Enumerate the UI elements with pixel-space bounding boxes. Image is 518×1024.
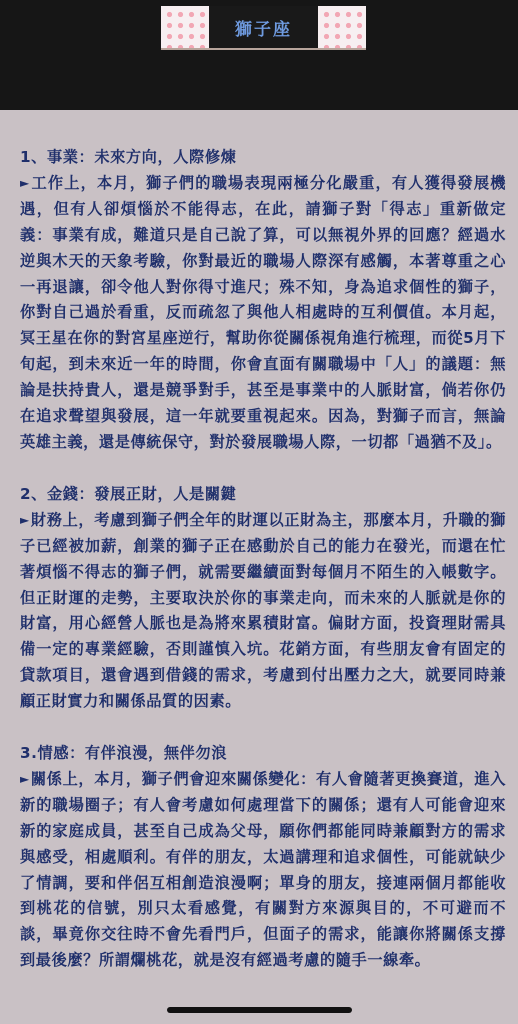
title-banner [161,6,366,50]
header-bar [0,0,518,110]
section-paragraph [20,767,506,974]
section-heading: 1、事業：未來方向，人際修煉 [20,148,237,166]
polka-dot-decoration-right [318,6,366,48]
home-indicator-bar[interactable] [167,1007,352,1013]
bullet-arrow-icon: ► [20,175,30,190]
section-career [20,145,506,456]
paragraph-text: 關係上，本月，獅子們會迎來關係變化：有人會隨著更換賽道，進入新的職場圈子；有人會考慮如何處理當下的關係；還有人可能會迎來新的家庭成員，甚至自己成為父母，願你們都能同時兼顧對方的需求與感受，相處順利。有伴的朋友，太過講理和追求個性，可能就缺少了情調，要和伴侶互相創造浪漫啊；單身的朋友，接連兩個月都能收到桃花的信號，別只太看感覺，有關對方來源與目的，不可避而不談，畢竟你交往時不會先看門戶，但面子的需求，能讓你將關係支撐到最後麼？所謂爛桃花，就是沒有經過考慮的隨手一線牽。 [20,769,506,970]
section-money [20,482,506,715]
section-love [20,741,506,974]
polka-dot-decoration-left [161,6,209,48]
section-paragraph [20,508,506,715]
paragraph-text: 財務上，考慮到獅子們全年的財運以正財為主，那麼本月，升職的獅子已經被加薪，創業的獅子正在感動於自己的能力在發光，而還在忙著煩惱不得志的獅子們，就需要繼續面對每個月不陌生的入帳數字。但正財運的走勢，主要取決於你的事業走向，而未來的人脈就是你的財富，用心經營人脈也是為將來累積財富。偏財方面，投資理財需具備一定的專業經驗，否則謹慎入坑。花銷方面，有些朋友會有固定的貸款項目，還會遇到借錢的需求，考慮到付出壓力之大，就要同時兼顧正財實力和關係品質的因素。 [20,510,506,711]
bullet-arrow-icon: ► [20,512,30,527]
paragraph-text: 工作上，本月，獅子們的職場表現兩極分化嚴重，有人獲得發展機遇，但有人卻煩惱於不能得志，在此，請獅子對「得志」重新做定義：事業有成，難道只是自己說了算，可以無視外界的回應？經過水逆與木天的天象考驗，你對最近的職場人際深有感觸，本著尊重之心一再退讓，卻令他人對你得寸進尺；殊不知，身為追求個性的獅子，你對自己過於看重，反而疏忽了與他人相處時的互利價值。本月起，冥王星在你的對宮星座逆行，幫助你從關係視角進行梳理，而從5月下旬起，到未來近一年的時間，你會直面有關職場中「人」的議題：無論是扶持貴人，還是競爭對手，甚至是事業中的人脈財富，倘若你仍在追求聲望與發展，這一年就要重視起來。因為，對獅子而言，無論英雄主義，還是傳統保守，對於發展職場人際，一切都「過猶不及」。 [20,173,506,451]
section-paragraph [20,171,506,456]
bullet-arrow-icon: ► [20,771,30,786]
section-heading: 2、金錢：發展正財，人是關鍵 [20,484,237,503]
section-heading: 3.情感：有伴浪漫，無伴勿浪 [20,744,227,763]
article-content [20,145,506,974]
page-title: 獅子座 [209,6,318,48]
